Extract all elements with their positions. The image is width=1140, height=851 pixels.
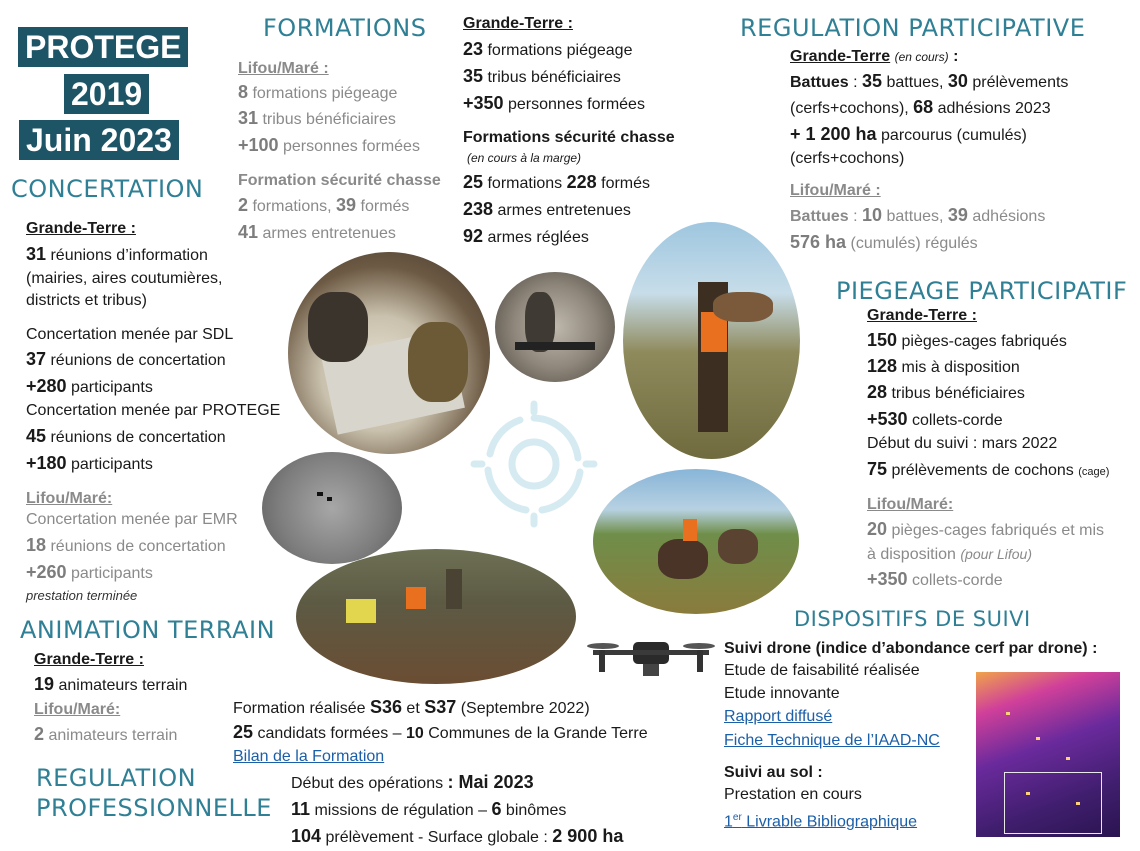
title-date: Juin 2023 [19, 120, 179, 160]
concertation-line: districts et tribus) [26, 292, 147, 309]
concertation-line: +260 participants [26, 562, 153, 582]
concertation-line: Concertation menée par EMR [26, 511, 238, 528]
formations-line: 2 formations, 39 formés [238, 195, 410, 215]
drone-icon [585, 630, 717, 690]
logo-icon [468, 398, 600, 530]
suivi-line: Suivi au sol : [724, 764, 823, 781]
regulation-pro-heading-2: PROFESSIONNELLE [36, 794, 272, 822]
piegeage-line: +530 collets-corde [867, 409, 1003, 429]
concertation-heading: CONCERTATION [11, 175, 204, 203]
formations-line: 8 formations piégeage [238, 82, 398, 102]
regpart-line: Battues : 35 battues, 30 prélèvements [790, 71, 1069, 91]
regpart-line: (cerfs+cochons), 68 adhésions 2023 [790, 97, 1051, 117]
concertation-line: (mairies, aires coutumières, [26, 270, 223, 287]
concertation-line: 18 réunions de concertation [26, 535, 226, 555]
regpart-line: (cerfs+cochons) [790, 150, 905, 167]
formations-line: 23 formations piégeage [463, 39, 633, 59]
concertation-note: prestation terminée [26, 588, 138, 603]
piegeage-line: 28 tribus bénéficiaires [867, 382, 1025, 402]
regpart-line: + 1 200 ha parcourus (cumulés) [790, 124, 1027, 144]
formations-line: 238 armes entretenues [463, 199, 631, 219]
formations-heading: FORMATIONS [263, 14, 427, 42]
animation-heading: ANIMATION TERRAIN [20, 616, 276, 644]
suivi-line: Suivi drone (indice d’abondance cerf par drone) : [724, 640, 1098, 657]
concertation-line: 45 réunions de concertation [26, 426, 226, 446]
piegeage-gt-header: Grande-Terre : [867, 307, 977, 324]
bilan-formation-link[interactable]: Bilan de la Formation [233, 748, 385, 765]
field-photo [296, 549, 576, 684]
formations-line: 31 tribus bénéficiaires [238, 108, 396, 128]
concertation-line: 37 réunions de concertation [26, 349, 226, 369]
formations-line: 41 armes entretenues [238, 222, 396, 242]
piegeage-line: +350 collets-corde [867, 569, 1003, 589]
rapport-link[interactable]: Rapport diffusé [724, 708, 833, 725]
formations-line: Formation sécurité chasse [238, 172, 441, 189]
concertation-line: +280 participants [26, 376, 153, 396]
formations-line: +350 personnes formées [463, 93, 645, 113]
hunter-photo [623, 222, 800, 459]
piegeage-line: à disposition (pour Lifou) [867, 546, 1032, 563]
animation-line: 19 animateurs terrain [34, 674, 188, 694]
title-protege: PROTEGE [18, 27, 188, 67]
regpart-gt-header: Grande-Terre (en cours) : [790, 48, 959, 65]
formations-line: 35 tribus bénéficiaires [463, 66, 621, 86]
suivi-heading: DISPOSITIFS DE SUIVI [794, 607, 1031, 631]
animation-lm-header: Lifou/Maré: [34, 701, 121, 718]
regpart-lm-header: Lifou/Maré : [790, 182, 881, 199]
regpart-line: 576 ha (cumulés) régulés [790, 232, 978, 252]
suivi-line: Etude innovante [724, 685, 840, 702]
concertation-gt-header: Grande-Terre : [26, 220, 136, 237]
formations-line: 92 armes réglées [463, 226, 589, 246]
concertation-line: Concertation menée par PROTEGE [26, 402, 281, 419]
concertation-line: Concertation menée par SDL [26, 326, 234, 343]
suivi-line: Prestation en cours [724, 786, 862, 803]
concertation-line: +180 participants [26, 453, 153, 473]
concertation-line: 31 réunions d’information [26, 244, 208, 264]
armes-photo [495, 272, 615, 382]
animation-line: 2 animateurs terrain [34, 724, 178, 744]
regpart-line: Battues : 10 battues, 39 adhésions [790, 205, 1046, 225]
formations-note: (en cours à la marge) [467, 151, 582, 165]
thermal-drone-image [976, 672, 1120, 837]
piegeage-line: 150 pièges-cages fabriqués [867, 330, 1067, 350]
title-year: 2019 [64, 74, 149, 114]
regpro-line: 104 prélèvement - Surface globale : 2 900 ha [291, 826, 624, 846]
horses-photo [593, 469, 799, 614]
formations-lm-header: Lifou/Maré : [238, 60, 329, 77]
formations-line: Formations sécurité chasse [463, 129, 675, 146]
livrable-link[interactable]: 1er Livrable Bibliographique [724, 812, 918, 831]
formations-gt-header: Grande-Terre : [463, 15, 573, 32]
piegeage-line: 75 prélèvements de cochons (cage) [867, 459, 1110, 479]
piegeage-heading: PIEGEAGE PARTICIPATIF [836, 277, 1128, 305]
regpro-line: Début des opérations : Mai 2023 [291, 772, 534, 792]
regpro-line: 11 missions de régulation – 6 binômes [291, 799, 567, 819]
suivi-line: Etude de faisabilité réalisée [724, 662, 920, 679]
piegeage-line: 20 pièges-cages fabriqués et mis [867, 519, 1105, 539]
fiche-technique-link[interactable]: Fiche Technique de l’IAAD-NC [724, 732, 940, 749]
piegeage-lm-header: Lifou/Maré: [867, 496, 954, 513]
piegeage-line: Début du suivi : mars 2022 [867, 435, 1058, 452]
animation-line: Formation réalisée S36 et S37 (Septembre 2022) [233, 697, 590, 717]
animation-gt-header: Grande-Terre : [34, 651, 144, 668]
formations-line: +100 personnes formées [238, 135, 420, 155]
concertation-lm-header: Lifou/Maré: [26, 490, 113, 507]
animation-line: 25 candidats formées – 10 Communes de la Grande Terre [233, 722, 648, 742]
regulation-pro-heading-1: REGULATION [36, 764, 197, 792]
piegeage-line: 128 mis à disposition [867, 356, 1020, 376]
regulation-participative-heading: REGULATION PARTICIPATIVE [740, 14, 1086, 42]
formations-line: 25 formations 228 formés [463, 172, 651, 192]
thermal-grey-photo [262, 452, 402, 564]
meeting-photo [288, 252, 490, 454]
